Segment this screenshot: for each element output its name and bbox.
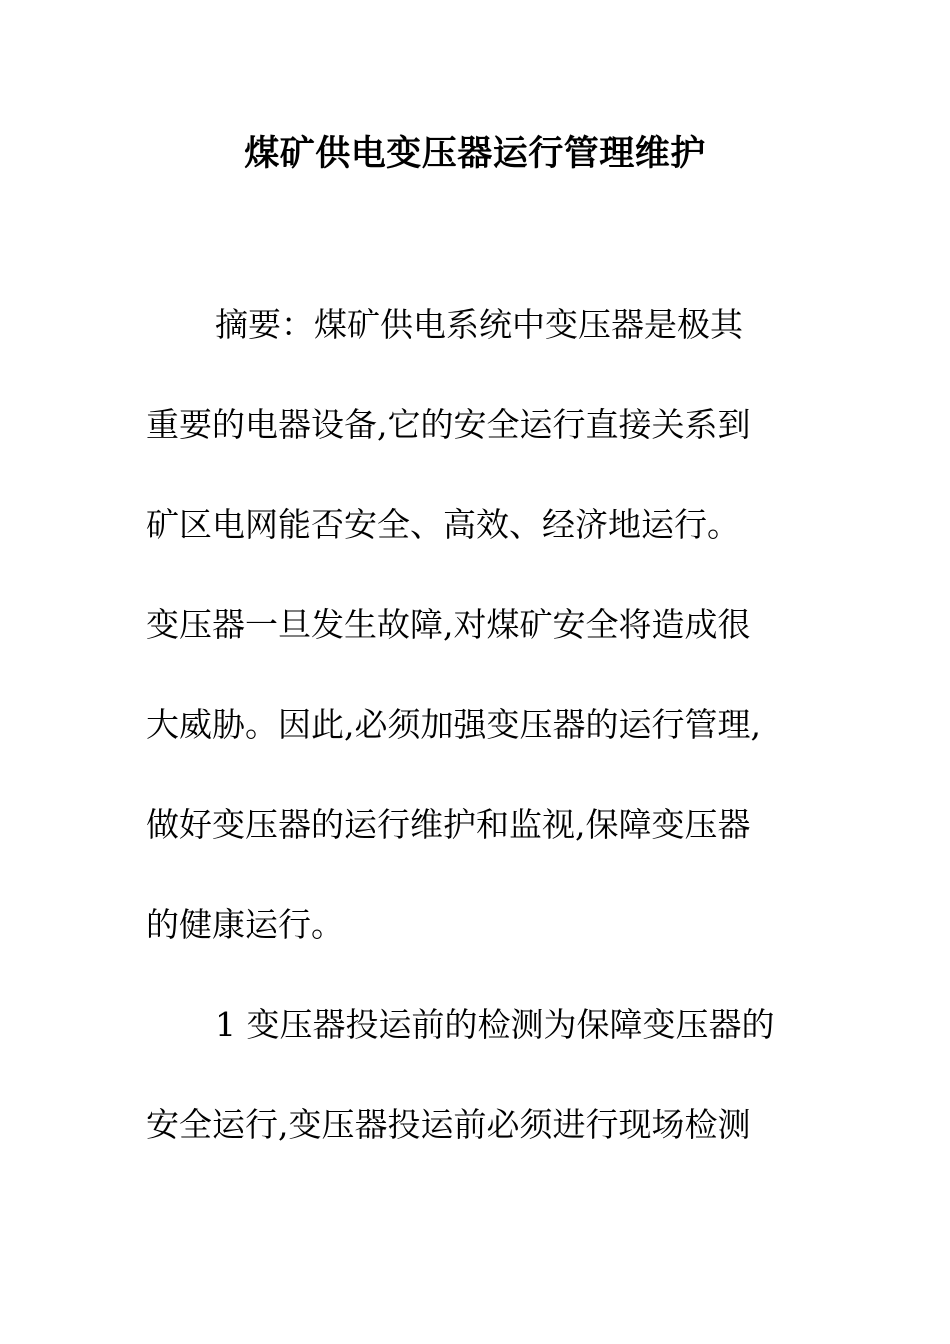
document-title: 煤矿供电变压器运行管理维护 bbox=[244, 133, 706, 174]
paragraph-line: 重要的电器设备,它的安全运行直接关系到 bbox=[146, 405, 751, 444]
paragraph-line: 变压器一旦发生故障,对煤矿安全将造成很 bbox=[146, 605, 751, 644]
paragraph-line: 做好变压器的运行维护和监视,保障变压器 bbox=[146, 805, 751, 844]
paragraph-line: 矿区电网能否安全、高效、经济地运行。 bbox=[146, 505, 740, 544]
paragraph-line: 的健康运行。 bbox=[146, 905, 344, 944]
paragraph-line: 摘要：煤矿供电系统中变压器是极其 bbox=[182, 305, 743, 344]
paragraph-line: 大威胁。因此,必须加强变压器的运行管理, bbox=[146, 705, 761, 744]
paragraph-line: 安全运行,变压器投运前必须进行现场检测 bbox=[146, 1105, 751, 1144]
paragraph-line: 1 变压器投运前的检测为保障变压器的 bbox=[182, 1005, 775, 1044]
